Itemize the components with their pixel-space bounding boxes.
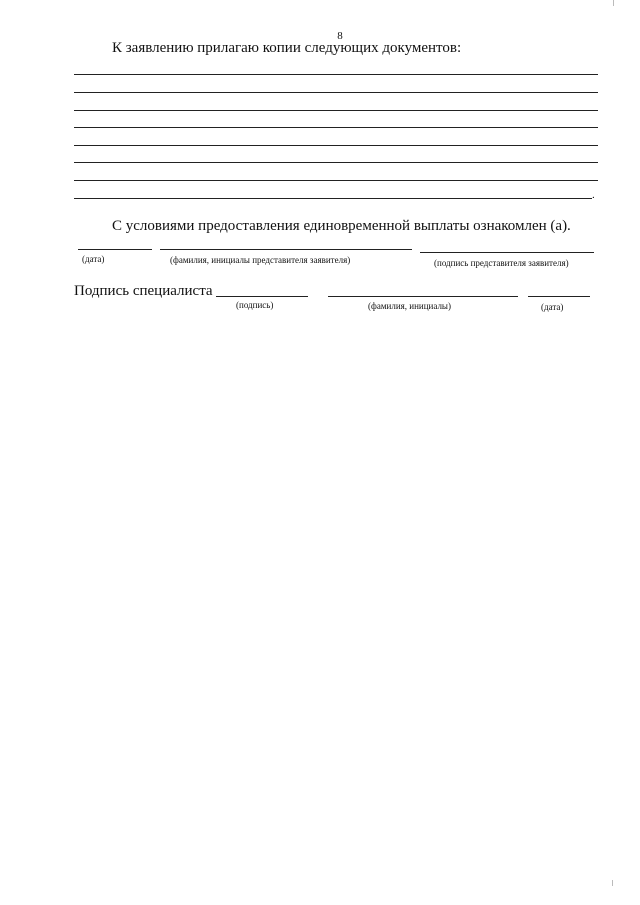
ack-date-line — [78, 249, 152, 250]
specialist-name-caption: (фамилия, инициалы) — [368, 301, 451, 311]
acknowledgement-text: С условиями предоставления единовременной выплаты ознакомлен (а). — [112, 218, 571, 234]
attachment-line — [74, 180, 598, 181]
scan-edge-mark — [613, 0, 614, 6]
specialist-name-line — [328, 296, 518, 297]
specialist-date-line — [528, 296, 590, 297]
attachment-line — [74, 74, 598, 75]
attachment-line — [74, 92, 598, 93]
scan-edge-mark — [612, 880, 613, 886]
ack-signature-line — [420, 252, 594, 253]
attachment-line — [74, 145, 598, 146]
specialist-signature-line — [216, 296, 308, 297]
attachment-line — [74, 198, 592, 199]
attachment-line — [74, 110, 598, 111]
ack-date-caption: (дата) — [82, 254, 105, 264]
attachment-line-end: . — [592, 189, 595, 201]
ack-signature-caption: (подпись представителя заявителя) — [434, 258, 569, 268]
attachment-line — [74, 127, 598, 128]
specialist-date-caption: (дата) — [541, 302, 564, 312]
attachments-heading: К заявлению прилагаю копии следующих документов: — [112, 40, 462, 56]
page-number: 8 — [337, 30, 343, 42]
ack-name-caption: (фамилия, инициалы представителя заявителя) — [170, 255, 351, 265]
specialist-signature-caption: (подпись) — [236, 300, 274, 310]
attachment-line — [74, 162, 598, 163]
specialist-signature-label: Подпись специалиста — [74, 283, 213, 299]
ack-name-line — [160, 249, 412, 250]
